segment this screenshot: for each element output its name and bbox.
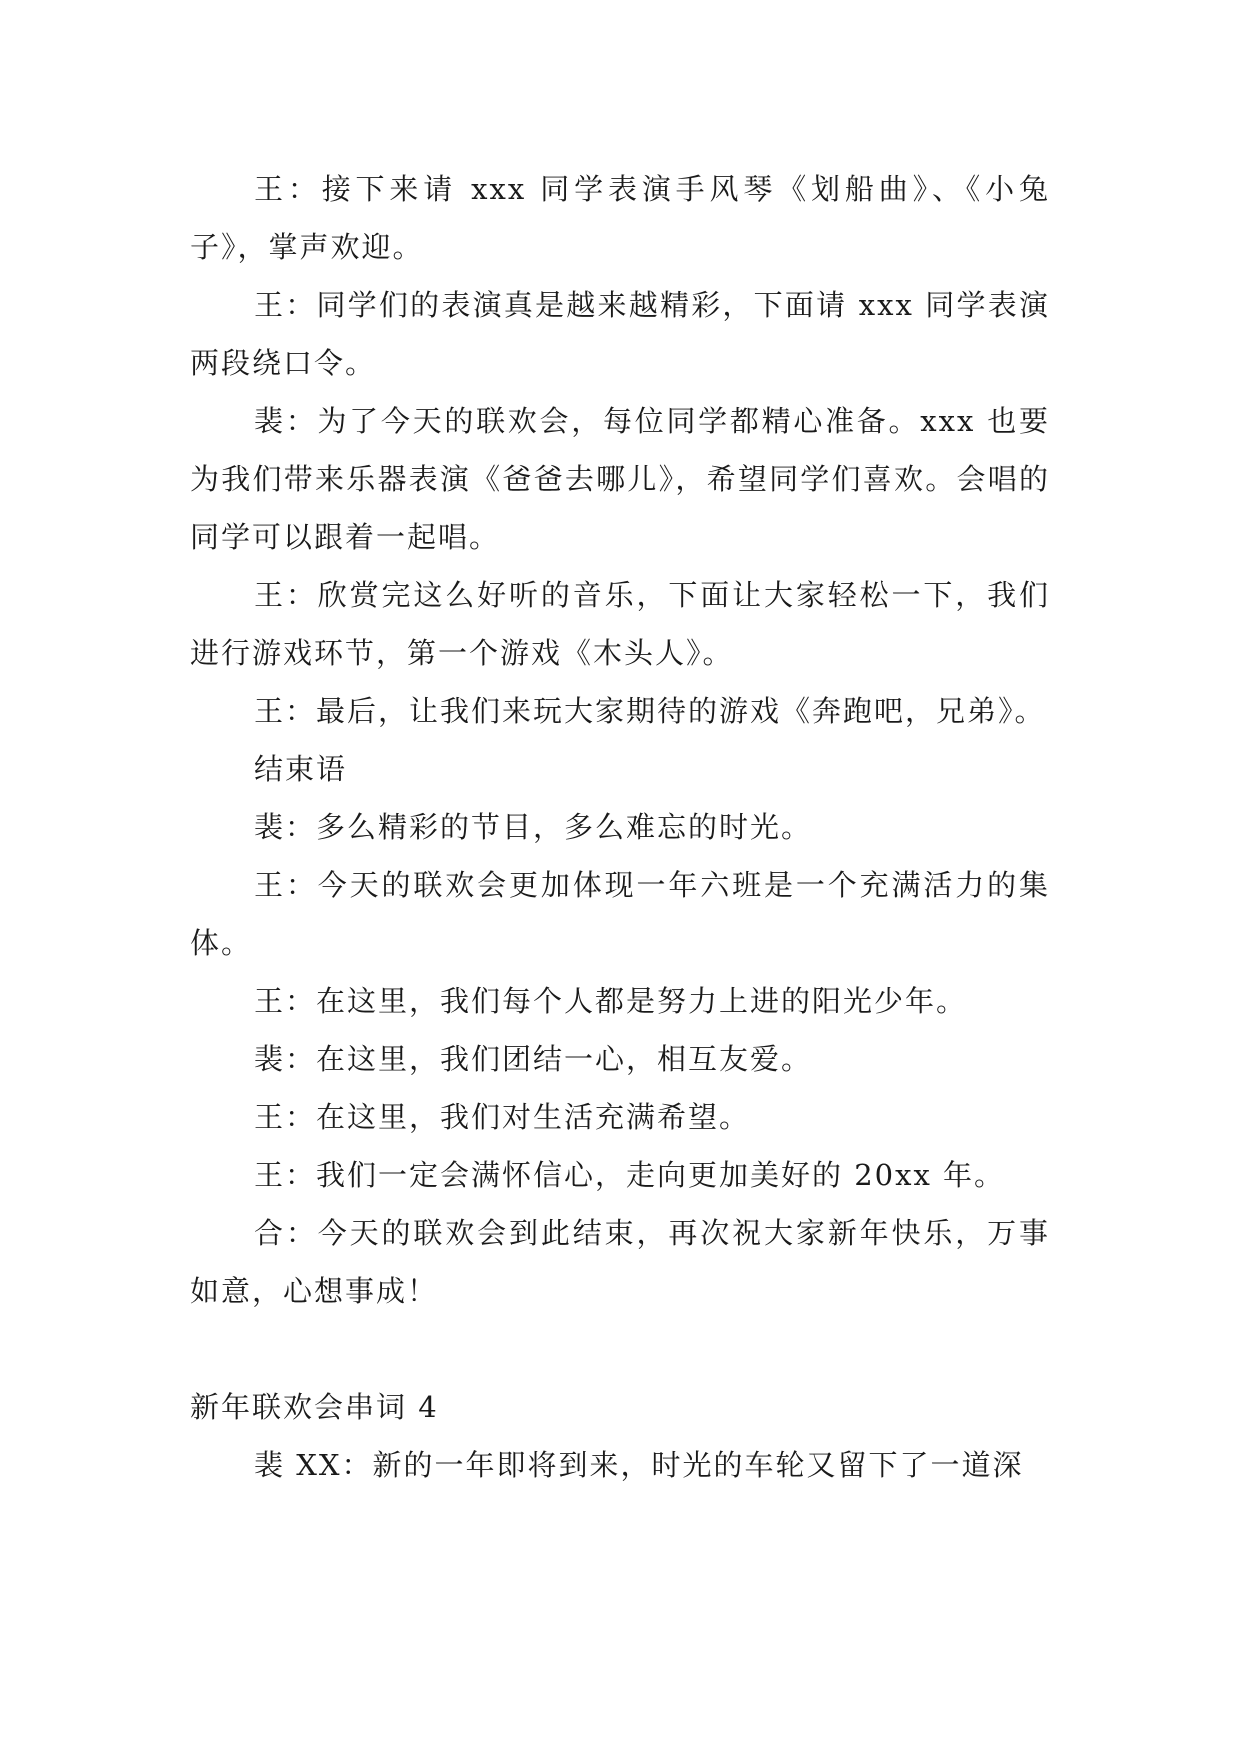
- closing-heading: 结束语: [254, 752, 348, 786]
- section-gap: [190, 1320, 1050, 1378]
- paragraph-7: 裴：多么精彩的节目，多么难忘的时光。: [254, 810, 813, 844]
- paragraph-8: 王：今天的联欢会更加体现一年六班是一个充满活力的集体。: [190, 868, 1050, 960]
- paragraph-11: 王：在这里，我们对生活充满希望。: [254, 1100, 751, 1134]
- next-section-paragraph: 裴 XX：新的一年即将到来，时光的车轮又留下了一道深: [254, 1448, 1024, 1482]
- document-body: [190, 160, 1050, 1494]
- paragraph-9: 王：在这里，我们每个人都是努力上进的阳光少年。: [254, 984, 968, 1018]
- paragraph-13: 合：今天的联欢会到此结束，再次祝大家新年快乐，万事如意，心想事成！: [190, 1216, 1050, 1308]
- paragraph-1: 王：接下来请 xxx 同学表演手风琴《划船曲》、《小兔子》，掌声欢迎。: [190, 172, 1050, 264]
- paragraph-10: 裴：在这里，我们团结一心，相互友爱。: [254, 1042, 813, 1076]
- paragraph-5: 王：最后，让我们来玩大家期待的游戏《奔跑吧，兄弟》。: [254, 694, 1046, 728]
- paragraph-2: 王：同学们的表演真是越来越精彩，下面请 xxx 同学表演两段绕口令。: [190, 288, 1050, 380]
- paragraph-12: 王：我们一定会满怀信心，走向更加美好的 20xx 年。: [254, 1158, 1006, 1192]
- paragraph-3: 裴：为了今天的联欢会，每位同学都精心准备。xxx 也要为我们带来乐器表演《爸爸去哪儿》，希望同学们喜欢。会唱的同学可以跟着一起唱。: [190, 404, 1050, 554]
- section-heading: 新年联欢会串词 4: [190, 1390, 439, 1424]
- paragraph-4: 王：欣赏完这么好听的音乐，下面让大家轻松一下，我们进行游戏环节，第一个游戏《木头人》。: [190, 578, 1050, 670]
